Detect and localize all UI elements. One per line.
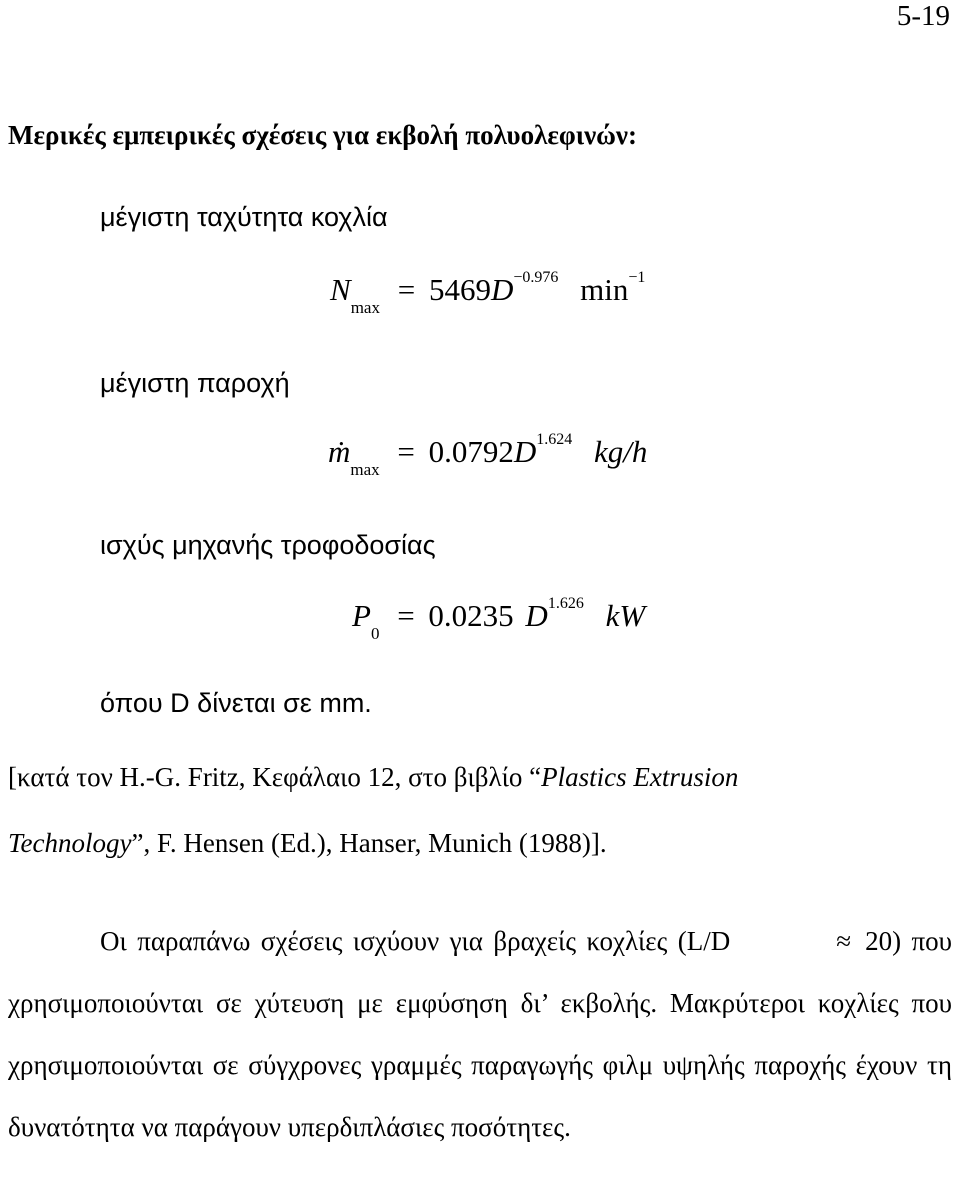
eq3-lhs-subscript: 0 xyxy=(370,624,380,643)
eq2-equals: = xyxy=(397,434,415,469)
body-paragraph xyxy=(8,910,952,1158)
section-heading: Μερικές εμπειρικές σχέσεις για εκβολή πολυολεφινών: xyxy=(8,120,637,150)
eq3-lhs: P xyxy=(352,598,371,633)
eq2-exponent: 1.624 xyxy=(536,431,573,448)
eq2-lhs: ṁ xyxy=(328,434,351,469)
paragraph-text-start: Οι παραπάνω σχέσεις ισχύουν για βραχείς κοχλίες (L/D xyxy=(100,926,731,956)
eq3-exponent: 1.626 xyxy=(547,595,584,612)
equation-drive-power xyxy=(352,595,646,643)
eq3-unit: kW xyxy=(605,598,646,633)
eq1-unit-exponent: −1 xyxy=(628,269,646,286)
approx-symbol: ≈ xyxy=(836,926,852,956)
reference-line-2 xyxy=(8,828,607,859)
equation-max-speed xyxy=(330,269,646,317)
label-drive-power: ισχύς μηχανής τροφοδοσίας xyxy=(100,530,436,560)
eq2-unit: kg/h xyxy=(594,434,648,469)
label-d-units: όπου D δίνεται σε mm. xyxy=(100,688,372,718)
eq1-lhs-subscript: max xyxy=(350,298,380,317)
paragraph-text-end: 20) που χρησιμοποιούνται σε χύτευση με εμφύσηση δι’ εκβολής. Μακρύτεροι κοχλίες που χρησιμοποιούνται σε σύγχρονες γραμμές παραγωγής φιλμ υψηλής παροχής έχουν τη δυνατότητα να παράγουν υπερδιπλάσιες ποσότητες. xyxy=(8,926,952,1142)
eq2-coefficient: 0.0792 xyxy=(428,434,514,469)
eq1-coefficient: 5469 xyxy=(428,272,491,307)
eq1-lhs: N xyxy=(330,272,351,307)
eq3-equals: = xyxy=(397,598,415,633)
eq3-variable: D xyxy=(525,598,548,633)
equation-max-output xyxy=(328,431,648,479)
reference-book-title-a: Plastics Extrusion xyxy=(541,762,739,792)
reference-text-start: [κατά τον H.-G. Fritz, Κεφάλαιο 12, στο βιβλίο “ xyxy=(8,762,542,792)
eq1-variable: D xyxy=(490,272,514,307)
eq1-equals: = xyxy=(397,272,416,307)
eq3-coefficient: 0.0235 xyxy=(428,598,514,633)
eq2-lhs-subscript: max xyxy=(350,460,380,479)
label-max-screw-speed: μέγιστη ταχύτητα κοχλία xyxy=(100,202,388,232)
page-number: 5-19 xyxy=(896,0,950,32)
eq1-unit: min xyxy=(580,272,629,307)
label-max-output: μέγιστη παροχή xyxy=(100,368,290,398)
reference-line-1 xyxy=(8,762,738,793)
eq1-exponent: −0.976 xyxy=(513,269,559,286)
eq2-variable: D xyxy=(513,434,537,469)
reference-text-end: ”, F. Hensen (Ed.), Hanser, Munich (1988)]. xyxy=(131,828,607,858)
reference-book-title-b: Technology xyxy=(8,828,132,858)
